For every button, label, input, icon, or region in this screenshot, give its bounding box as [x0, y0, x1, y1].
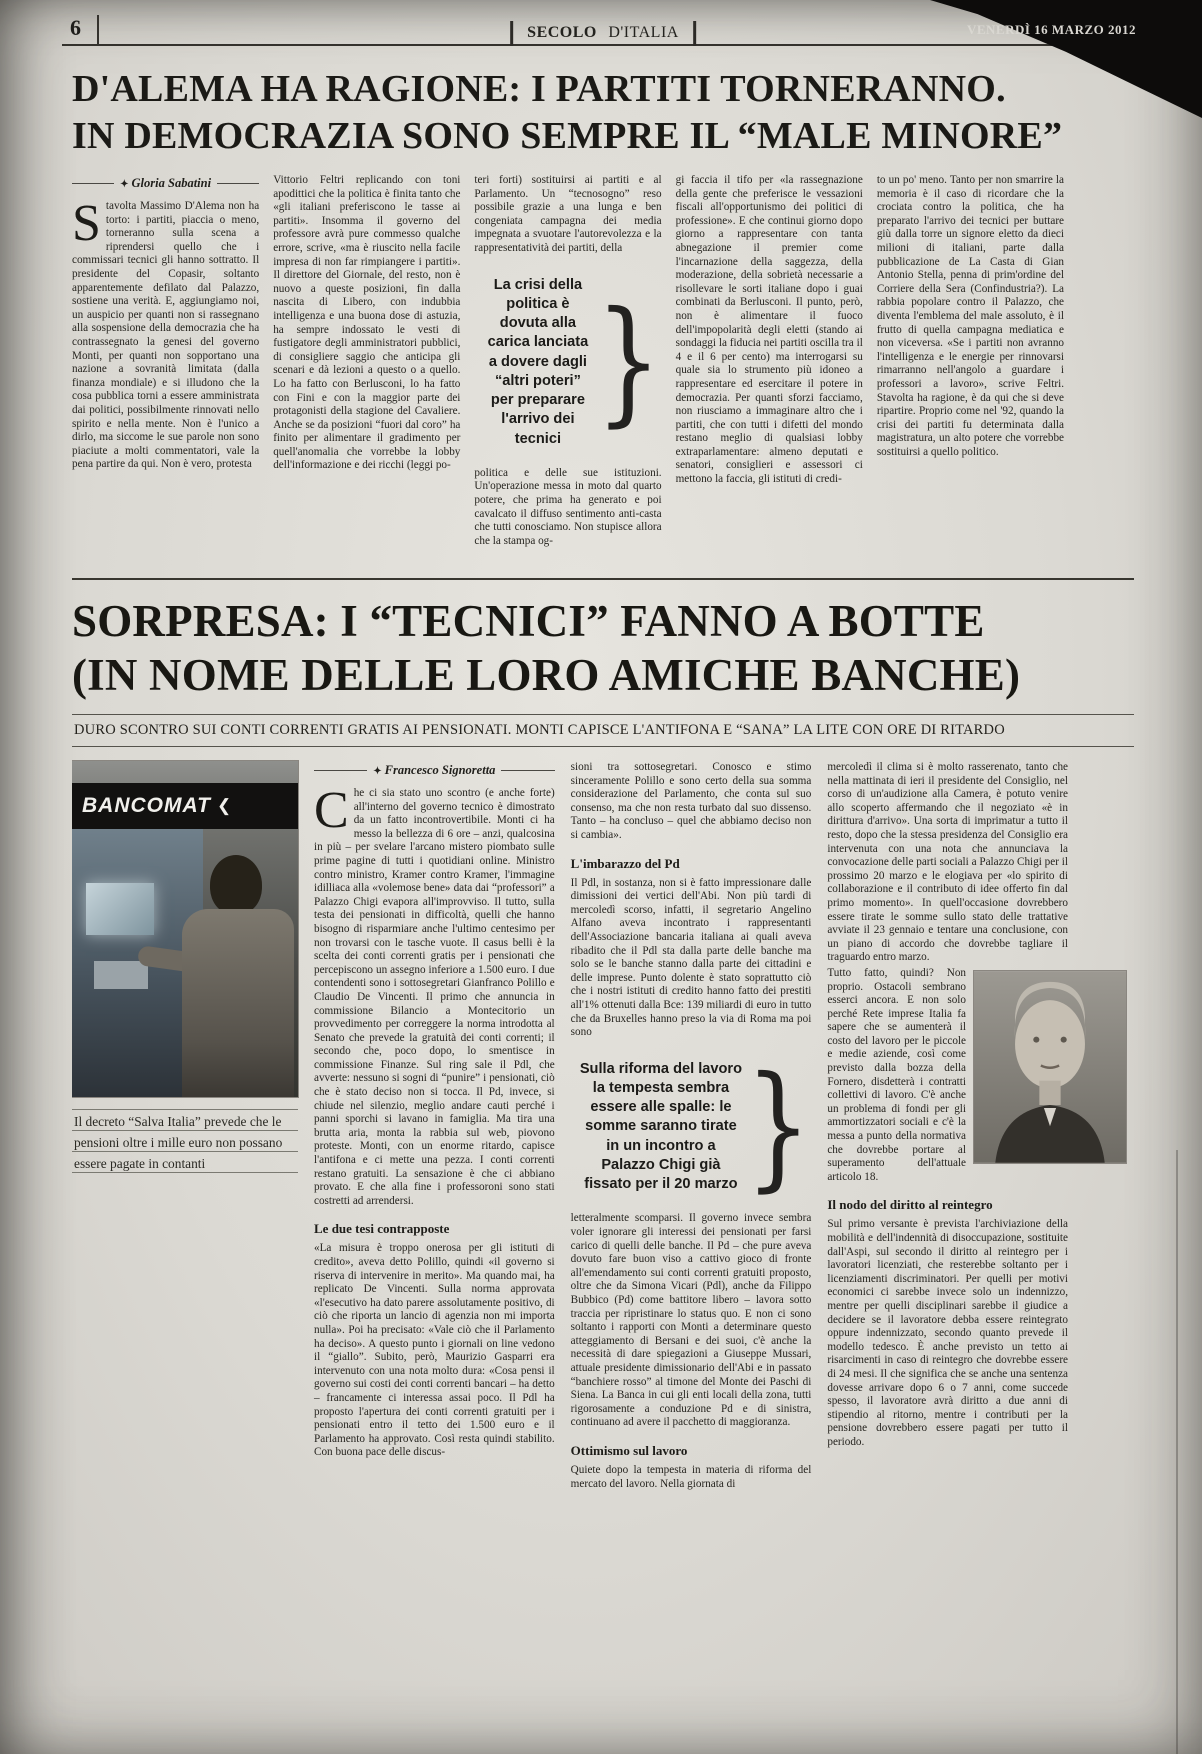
article2-headline-line1: SORPRESA: I “TECNICI” FANNO A BOTTE: [72, 596, 985, 646]
issue-date: VENERDÌ 16 MARZO 2012: [966, 22, 1136, 37]
byline-rule: [72, 183, 114, 184]
masthead-sub: D'ITALIA: [608, 24, 679, 41]
article-tecnici: [72, 578, 1134, 1754]
arrow-left-icon: ❮: [216, 796, 232, 815]
paragraph: mercoledì il clima si è molto rasserenato, tanto che nella mattinata di ieri il presidente del Consiglio, nel corso di un'audizione alla Camera, è potuto venire allo scoperto affermando che il negoziato «è in dirittura d'arrivo». Una sorta di imprimatur a tutto il resto, dopo che la stessa presidenza del Consiglio era intervenuta con una nota che annunciava la convocazione delle parti sociali a Palazzo Chigi per il prossimo 20 marzo e le elogiava per «lo spirito di collaborazione e il contributo di idee offerto fin dal primo momento». In quell'occasione dovrebbero essere tirate le somme sullo stato delle trattative avviate il 23 gennaio e tentare una conclusione, con un piano di accordo che dovrebbe tagliare il traguardo entro marzo.: [827, 761, 1069, 964]
article2-headline: [72, 594, 1134, 702]
article1-col-5: [877, 174, 1064, 552]
paragraph: Il Pdl, in sostanza, non si è fatto impressionare dalle dimissioni dei vertici dell'Abi. Non più tardi di mercoledì scorso, infatti, il segretario Angelino Alfano aveva incontrato i rappresentanti dell'Associazione bancaria italiana ai quali aveva ribadito che il Pdl sta dalla parte delle banche ma solo se le banche stanno dalla parte dei cittadini e delle imprese. Punto dolente è stato soprattutto ciò che i nostri istituti di credito hanno fatto dei prestiti all'1% ottenuti dalla Bce: 139 miliardi di euro in tutto che da Bruxelles hanno preso la via di Roma ma poi sono: [570, 876, 812, 1039]
photo-caption: Il decreto “Salva Italia” prevede che le pensioni oltre i mille euro non possano essere pagate in contanti: [72, 1109, 298, 1174]
masthead-main: SECOLO: [527, 24, 597, 41]
article1-headline-line1: D'ALEMA HA RAGIONE: I PARTITI TORNERANNO.: [72, 68, 1006, 110]
article1-col-2: [273, 174, 460, 552]
paragraph: Che ci sia stato uno scontro (e anche forte) all'interno del governo tecnico è dimostrato da un fatto incontrovertibile. Monti ci ha messo la bellezza di 6 ore – anzi, qualcosina in più – per svelare l'arcano mistero piombato sulle prime pagine di tutti i quotidiani online. Ministro contro ministro, Kramer contro Kramer, l'immagine idilliaca alla «volemose bene» data dai “professori” a Palazzo Chigi evapora all'improvviso. Il tutto, sulla testa dei pensionati in difficoltà, quelli che hanno bisogno di risparmiare anche l'ultimo centesimo per non trovarsi con le tasche vuote. Il casus belli è la scelta dei conti correnti gratis per i pensionati che percepiscono un assegno inferiore a 1.500 euro. I due contendenti sono i sottosegretari Gianfranco Polillo e Claudio De Vincenti. Il primo che annuncia in commissione Bilancio a Montecitorio un provvedimento per correggere la norma introdotta al Senato che prevede la gratuità dei conti correnti; il secondo che, poco dopo, lo smentisce in commissione Finanze. Sul ring sale il Pdl, che avverte: nessuno si sogni di “punire” i pensionati, ciò che è stato deciso non si tocca. Il Pd, invece, si chiude nel silenzio, meglio andare cauti perché i panni sporchi si lavano in famiglia. Ma tira una brutta aria, monta la rabbia sul web, piovono proteste. Monti, con un enorme ritardo, capisce l'antifona e ci mette una pezza. I conti correnti restano gratuiti. La sensazione è che ci abbiano provato. E che alla fine i professoroni sono stati costretti ad arrendersi.: [314, 782, 555, 1207]
paragraph: sioni tra sottosegretari. Conosco e stimo sinceramente Polillo e sono certo della sua somma considerazione del Parlamento, che conta sul suo consenso, ma che non resta turbato dal suo dissenso. Tanto – ha concluso – quel che abbiamo deciso non si cambia».: [570, 761, 812, 841]
bancomat-sign: [72, 783, 298, 829]
pull-quote: [474, 258, 661, 467]
byline-rule: [501, 770, 554, 771]
diamond-icon: ✦: [120, 179, 129, 190]
section-subhead: Le due tesi contrapposte: [314, 1221, 450, 1237]
atm-screen: [86, 883, 154, 935]
drop-cap: S: [72, 195, 101, 252]
article1-col-3: [474, 174, 661, 552]
paragraph: Stavolta Massimo D'Alema non ha torto: i partiti, piaccia o meno, torneranno sulla scena a riprendersi quello che i commissari tecnici gli hanno sottratto. Il presidente del Copasir, soltanto apparentemente defilato dal Palazzo, sostiene una verità. E, aggiungiamo noi, un auspicio per quanti non si rassegnano alla sospensione della democrazia che ha contrassegnato la genesi del governo Monti, per quanti non sopportano una nazione a sovranità limitata (dalla finanza mondiale) e si illudono che la cosa pubblica torni a essere amministrata dai politici, possibilmente rinnovati nello spirito e nella mente. Non è l'unico a dirlo, ma siccome le sue parole non sono piaciute a molti commentatori, vale la pena partire da qui. Non è vero, protesta: [72, 195, 260, 471]
article1-columns: [72, 174, 1064, 552]
paragraph: to un po' meno. Tanto per non smarrire la memoria è il caso di ricordare che la crociata contro la politica, che ha preparato l'arrivo dei tecnici per buttare giù dalla torre un signore eletto da dieci milioni di italiani, parte dalla pubblicazione de La Casta di Gian Antonio Stella, penna di prim'ordine del Corriere della Sera (Confindustria?). La rabbia popolare contro il Palazzo, che diventa l'emblema del male assoluto, è il frutto di quella campagna mediatica e non viceversa. «Se i partiti non avranno l'intelligenza e le energie per rinnovarsi rimarranno nell'angolo a guardare i professori a lavoro», scrive Feltri. Stavolta ha ragione, è da qui che si deve ripartire. Proprio come nel '92, quando la crisi dei partiti fu determinata dalla magistratura, un alto potere che vorrebbe sostituirsi a quello politico.: [876, 174, 1064, 458]
bancomat-sign-label: BANCOMAT: [82, 794, 211, 817]
pull-quote: [571, 1042, 812, 1213]
section-subhead: Il nodo del diritto al reintegro: [827, 1197, 993, 1213]
paragraph: politica e delle sue istituzioni. Un'operazione messa in moto dal quarto potere, che prima ha generato e poi cavalcato il diffuso sentimento anti-casta che tutti conosciamo. Non stupisce allora che la stampa og-: [474, 466, 662, 547]
drop-cap: C: [314, 782, 349, 839]
paragraph: «La misura è troppo onerosa per gli istituti di credito», aveva detto Polillo, quindi «il governo si riserva di intervenire in merito». Ma quando mai, ha replicato De Vincenti. Sulla norma approvata «l'esecutivo ha dato parere assolutamente positivo, di ciò che riporta un lancio di agenzia non mi importa nulla». Poi ha precisato: «Vale ciò che il Parlamento ha deciso». A questo punto i giornali on line vedono il “giallo”. Subito, però, Maurizio Gasparri era intervenuto con una nota molto dura: «Cosa pensi il governo sui costi dei conti correnti bancari – ha detto – francamente ci interessa assai poco. Il Pdl ha proposto l'apertura dei conti correnti gratuiti per i pensionati entro il tetto dei 1.500 euro e il Parlamento ha approvato. Così resta quindi stabilito. Con buona pace delle discus-: [314, 1242, 555, 1459]
byline-rule: [217, 183, 259, 184]
article1-headline-line2: IN DEMOCRAZIA SONO SEMPRE IL “MALE MINORE”: [72, 115, 1063, 157]
person-silhouette-body: [182, 909, 294, 1097]
article1-col-4: [676, 174, 863, 552]
section-subhead: L'imbarazzo del Pd: [570, 855, 680, 871]
masthead: [510, 21, 696, 46]
column-text: [72, 195, 260, 472]
portrait-photo: [974, 971, 1126, 1163]
brace-icon: }: [745, 1046, 812, 1206]
paragraph: Quiete dopo la tempesta in materia di riforma del mercato del lavoro. Nella giornata di: [570, 1463, 812, 1490]
article1-byline: [72, 176, 259, 191]
person-silhouette-head: [210, 855, 262, 915]
paragraph: gi faccia il tifo per «la rassegnazione della gente che preferisce le vessazioni fiscali all'opportunismo dei politici di professione». E che continui giorno dopo giorno a rappresentare con tanta abnegazione il premier come l'incarnazione della saggezza, della moderazione, della sobrietà necessarie a risollevare le sorti italiane dopo i guai combinati da Berlusconi. Il punto, però, non è alimentare il fuoco dell'impopolarità degli eletti (stando ai sondaggi la fiducia nei partiti oscilla tra il 4 e il 6 per cento) ma interrogarsi su quale sia lo strumento più idoneo a rappresentare ed esercitare il potere in democrazia. Per quanti sforzi facciamo, non riusciamo a immaginare altro che i partiti, che con tutti i difetti del mondo restano meglio di qualsiasi lobby extraparlamentare: almeno deputati e senatori, consiglieri e assessori ci mettono la faccia, gli istituti di credi-: [675, 174, 863, 486]
page-number: 6: [62, 15, 99, 44]
article1-col-1: [72, 174, 259, 552]
article2-photo-column: [72, 761, 298, 1727]
diamond-icon: ✦: [373, 766, 382, 777]
byline-name: Gloria Sabatini: [131, 176, 212, 190]
pull-quote-text: Sulla riforma del lavoro la tempesta sembra essere alle spalle: le somme saranno tirate in un incontro a Palazzo Chigi già fissato per il 20 marzo: [579, 1060, 743, 1193]
article1-headline: [72, 66, 1134, 160]
brace-icon: }: [595, 281, 662, 441]
pull-quote-text: La crisi della politica è dovuta alla carica lanciata a dovere dagli “altri poteri” per preparare l'arrivo dei tecnici: [487, 276, 589, 447]
atm-keypad: [94, 961, 148, 989]
scan-edge-line: [1176, 1150, 1178, 1754]
article2-columns: [72, 761, 1068, 1727]
article2-headline-line2: (IN NOME DELLE LORO AMICHE BANCHE): [72, 650, 1021, 700]
paragraph: Vittorio Feltri replicando con toni apodittici che la politica è finita tanto che «gli italiani preferiscono le tasse ai partiti». Insomma il governo del professore avrà pure commesso qualche errore, scrive, «ma è riuscito nella facile impresa di non far rimpiangere i partiti». Il direttore del Giornale, del resto, non è nuovo a queste posizioni, fin dalla nascita di Libero, con indubbia intelligenza e una buona dose di astuzia, ha sempre indossato le vesti di fustigatore degli amministratori pubblici, di consigliere saggio che anticipa gli scenari e dà lezioni a questo o a quello. Lo ha fatto con Berlusconi, lo ha fatto con Fini e con la maggior parte dei protagonisti della stagione del Cavaliere. Anche se da posizioni “fuori dal coro” ha finito per alimentare il gradimento per quell'anomalia che vorrebbe la lobby dell'informazione e dei ricchi (leggi po-: [273, 174, 461, 472]
article-dalema: [72, 52, 1134, 590]
paragraph: Tutto fatto, quindi? Non proprio. Ostacoli sembrano esserci ancora. E non solo perché Rete imprese Italia fa sapere che se aumenterà il costo del lavoro per le piccole e medie aziende, così come previsto dalla bozza della Fornero, disdetterà i contratti collettivi di lavoro. C'è anche un problema di fondi per gli ammortizzatori sociali e c'è la messa a punto della normativa che dovrebbe portare al superamento dell'attuale articolo 18.: [827, 966, 967, 1183]
article2-byline: [314, 763, 555, 778]
paragraph: teri forti) sostituirsi ai partiti e al Parlamento. Un “tecnosogno” reso possibile grazie a una lunga e ben congeniata campagna dei media impegnata a svuotare l'autorevolezza e la rappresentatività dei partiti, della: [474, 174, 662, 254]
article2-col-2: [571, 761, 812, 1727]
paragraph: Sul primo versante è prevista l'archiviazione della mobilità e dell'indennità di disoccupazione, sostituite dall'Aspi, sul secondo il diritto al reintegro per i lavoratori licenziati, che resterebbe soltanto per i licenziamenti discriminatori. Per quelli per motivi economici ci sarebbe invece solo un indennizzo, mentre per quelli disciplinari sarebbe il giudice a decidere se il lavoratore debba essere reintegrato oppure indennizzato, secondo quanto prevede il modello tedesco. È anche previsto un tetto ai risarcimenti in caso di reintegro che dovrebbe essere di 24 mesi. Il che significa che se anche una sentenza dovesse arrivare dopo 6 o 7 anni, come succede spesso, il lavoratore avrà diritto a due anni di stipendio al ritorno, mentre i contributi per la pensione dovrebbero essere pagati per tutto il periodo.: [827, 1218, 1069, 1448]
article2-standfirst: DURO SCONTRO SUI CONTI CORRENTI GRATIS AI PENSIONATI. MONTI CAPISCE L'ANTIFONA E “SANA” LA LITE CON ORE DI RITARDO: [72, 714, 1134, 747]
column-text: [314, 782, 555, 1460]
byline-name: Francesco Signoretta: [384, 763, 496, 777]
article2-col-1: [314, 761, 555, 1727]
paragraph: letteralmente scomparsi. Il governo invece sembra voler ignorare gli interessi dei pensionati per farsi carico di quelli delle banche. Il Pd – che pure aveva dovuto fare buon viso a cattivo gioco di fronte all'emendamento sui conti correnti gratuiti proposto, oltre che da Simona Vicari (Pdl), anche da Filippo Bubbico (Pd) come battitore libero – lavora sotto traccia per ripristinare lo status quo. E non ci sono soltanto i rapporti con Monti a determinare questo atteggiamento di Bersani e dei suoi, c'è anche la necessità di dare spiegazioni a Giuseppe Mussari, attuale presidente dimissionario dell'Abi e in passato “banchiere rosso” al timone del Monte dei Paschi di Siena. La Banca in cui gli enti locali della zona, tutti rigorosamente a conduzione Pd e di sinistra, continuano ad avere il pacchetto di maggioranza.: [570, 1212, 812, 1429]
byline-rule: [314, 770, 367, 771]
section-subhead: Ottimismo sul lavoro: [570, 1442, 688, 1458]
article2-col-3: [827, 761, 1068, 1727]
atm-photo: [72, 761, 298, 1097]
